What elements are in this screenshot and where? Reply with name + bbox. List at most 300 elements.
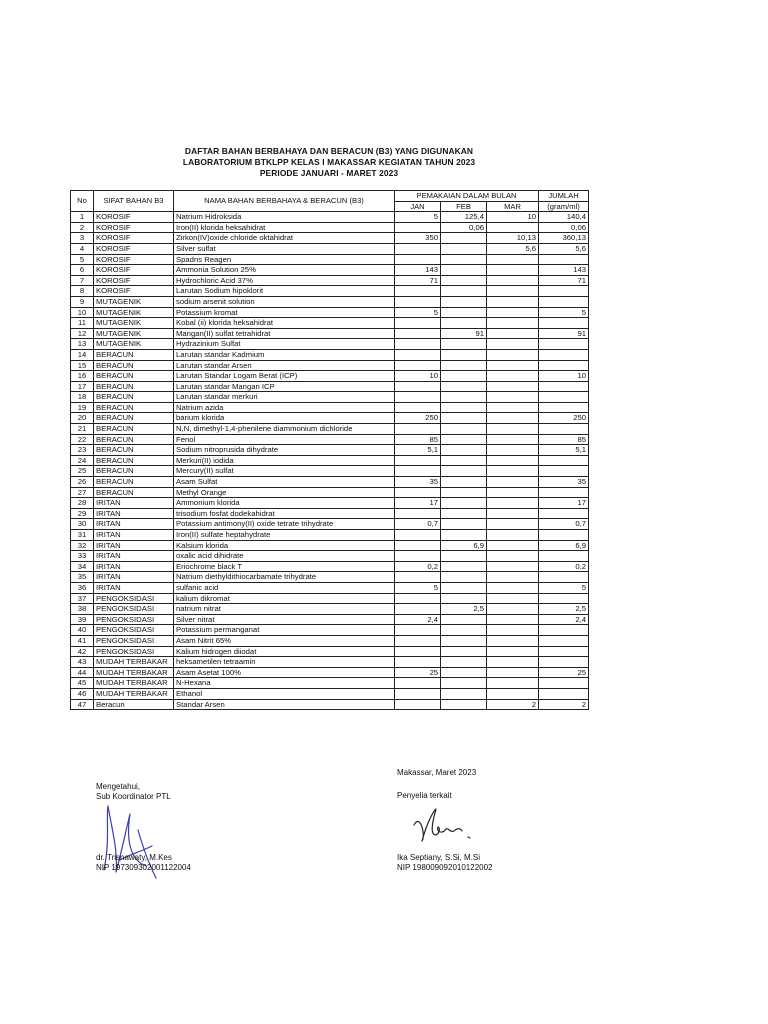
cell-jan: 0,7 [395,519,441,530]
cell-no: 26 [71,477,94,488]
cell-no: 44 [71,667,94,678]
cell-feb [441,392,487,403]
cell-sifat: KOROSIF [94,222,174,233]
cell-nama: Larutan Standar Logam Berat (ICP) [174,371,395,382]
title-line-3: PERIODE JANUARI - MARET 2023 [259,168,399,178]
cell-nama: Larutan standar Arsen [174,360,395,371]
cell-jumlah: 250 [539,413,589,424]
cell-nama: Asam Nitrit 65% [174,635,395,646]
cell-sifat: BERACUN [94,371,174,382]
cell-nama: Natrium diethyldithiocarbamate trihydrate [174,572,395,583]
cell-nama: oxalic acid dihidrate [174,551,395,562]
table-row [71,635,589,646]
cell-jumlah: 91 [539,328,589,339]
cell-jumlah [539,678,589,689]
cell-jumlah [539,530,589,541]
cell-jumlah [539,455,589,466]
cell-nama: Methyl Orange [174,487,395,498]
cell-jumlah: 85 [539,434,589,445]
cell-mar [487,561,539,572]
cell-no: 31 [71,530,94,541]
cell-mar [487,635,539,646]
cell-no: 35 [71,572,94,583]
right-signatory-title: Penyelia terkait [397,791,452,800]
cell-feb [441,508,487,519]
table-row [71,275,589,286]
cell-feb [441,593,487,604]
cell-sifat: MUTAGENIK [94,339,174,350]
cell-sifat: KOROSIF [94,254,174,265]
cell-nama: Merkuri(II) iodida [174,455,395,466]
header-sifat: SIFAT BAHAN B3 [94,191,174,212]
cell-no: 25 [71,466,94,477]
cell-no: 21 [71,424,94,435]
cell-sifat: BERACUN [94,477,174,488]
cell-jan: 5,1 [395,445,441,456]
title-line-1: DAFTAR BAHAN BERBAHAYA DAN BERACUN (B3) YANG DIGUNAKAN [184,146,474,156]
cell-mar [487,265,539,276]
cell-jumlah [539,349,589,360]
cell-no: 12 [71,328,94,339]
table-body [71,212,589,710]
cell-no: 16 [71,371,94,382]
cell-jan: 143 [395,265,441,276]
cell-jumlah: 5,1 [539,445,589,456]
cell-nama: Natrium Hidroksida [174,212,395,223]
cell-sifat: BERACUN [94,392,174,403]
cell-nama: heksametilen tetraamin [174,657,395,668]
cell-jumlah [539,424,589,435]
cell-feb [441,275,487,286]
cell-sifat: PENGOKSIDASI [94,614,174,625]
cell-jan [395,688,441,699]
cell-sifat: PENGOKSIDASI [94,604,174,615]
cell-sifat: IRITAN [94,519,174,530]
table-row [71,243,589,254]
cell-no: 36 [71,582,94,593]
table-row [71,233,589,244]
cell-jumlah [539,296,589,307]
cell-feb [441,688,487,699]
cell-nama: Hydrochloric Acid 37% [174,275,395,286]
cell-feb: 2,5 [441,604,487,615]
cell-sifat: KOROSIF [94,275,174,286]
cell-sifat: BERACUN [94,424,174,435]
cell-mar [487,667,539,678]
cell-mar [487,254,539,265]
cell-nama: Ammonia Solution 25% [174,265,395,276]
cell-jan: 0,2 [395,561,441,572]
left-nip: NIP 197309302001122004 [96,863,191,872]
cell-nama: trisodium fosfat dodekahidrat [174,508,395,519]
table-row [71,349,589,360]
cell-jumlah: 5 [539,307,589,318]
cell-jan [395,328,441,339]
table-row [71,402,589,413]
cell-sifat: MUDAH TERBAKAR [94,678,174,689]
table-row [71,582,589,593]
cell-sifat: MUDAH TERBAKAR [94,667,174,678]
table-row [71,360,589,371]
cell-jan [395,402,441,413]
cell-feb [441,667,487,678]
cell-feb [441,572,487,583]
cell-no: 40 [71,625,94,636]
table-row [71,434,589,445]
cell-mar [487,402,539,413]
document-title [70,146,588,179]
cell-feb [441,466,487,477]
cell-feb [441,561,487,572]
cell-nama: N,N, dimethyl-1,4-phenilene diammonium dichloride [174,424,395,435]
cell-sifat: KOROSIF [94,233,174,244]
cell-jumlah: 2 [539,699,589,710]
cell-no: 19 [71,402,94,413]
cell-jumlah [539,318,589,329]
place-date: Makassar, Maret 2023 [397,768,477,777]
table-row [71,328,589,339]
table-row [71,646,589,657]
cell-feb [441,434,487,445]
cell-feb [441,286,487,297]
cell-feb [441,424,487,435]
cell-sifat: PENGOKSIDASI [94,635,174,646]
cell-sifat: BERACUN [94,487,174,498]
cell-jumlah [539,402,589,413]
table-row [71,413,589,424]
cell-jumlah [539,286,589,297]
cell-jan: 25 [395,667,441,678]
cell-no: 32 [71,540,94,551]
cell-mar [487,487,539,498]
table-row [71,455,589,466]
cell-mar: 5,6 [487,243,539,254]
cell-jan [395,530,441,541]
b3-table [70,190,589,710]
cell-feb [441,243,487,254]
table-row [71,540,589,551]
cell-jumlah [539,487,589,498]
cell-nama: Asam Sulfat [174,477,395,488]
cell-no: 6 [71,265,94,276]
cell-jan [395,699,441,710]
cell-mar [487,519,539,530]
table-row [71,699,589,710]
cell-feb [441,402,487,413]
cell-jan [395,339,441,350]
cell-nama: Fenol [174,434,395,445]
cell-mar [487,657,539,668]
cell-no: 43 [71,657,94,668]
cell-jan: 5 [395,307,441,318]
cell-no: 5 [71,254,94,265]
table-row [71,678,589,689]
table-row [71,392,589,403]
cell-sifat: KOROSIF [94,212,174,223]
table-row [71,318,589,329]
cell-jan [395,296,441,307]
cell-jan [395,593,441,604]
header-feb: FEB [441,201,487,212]
cell-jumlah: 71 [539,275,589,286]
cell-sifat: BERACUN [94,413,174,424]
cell-jan [395,678,441,689]
cell-jumlah: 360,13 [539,233,589,244]
cell-jan [395,466,441,477]
cell-feb [441,477,487,488]
cell-sifat: BERACUN [94,445,174,456]
cell-jumlah [539,339,589,350]
cell-jan: 250 [395,413,441,424]
cell-jan: 85 [395,434,441,445]
cell-no: 28 [71,498,94,509]
cell-jumlah [539,551,589,562]
cell-jumlah [539,635,589,646]
cell-mar [487,371,539,382]
cell-no: 41 [71,635,94,646]
cell-jan: 71 [395,275,441,286]
cell-sifat: PENGOKSIDASI [94,593,174,604]
cell-feb [441,625,487,636]
cell-sifat: Beracun [94,699,174,710]
cell-mar [487,455,539,466]
cell-sifat: BERACUN [94,455,174,466]
cell-jan [395,635,441,646]
cell-jan: 2,4 [395,614,441,625]
cell-no: 11 [71,318,94,329]
table-row [71,561,589,572]
table-row [71,424,589,435]
cell-nama: Sodium nitroprusida dihydrate [174,445,395,456]
cell-feb [441,657,487,668]
header-jumlah: JUMLAH [539,191,589,202]
header-jumlah-unit: (gram/ml) [539,201,589,212]
cell-jan: 17 [395,498,441,509]
cell-jumlah: 2,5 [539,604,589,615]
cell-nama: Potassium antimony(II) oxide tetrate trihydrate [174,519,395,530]
cell-sifat: BERACUN [94,466,174,477]
cell-feb [441,635,487,646]
cell-feb [441,296,487,307]
cell-feb [441,582,487,593]
cell-sifat: PENGOKSIDASI [94,625,174,636]
cell-feb [441,413,487,424]
cell-no: 8 [71,286,94,297]
cell-no: 18 [71,392,94,403]
cell-mar: 10 [487,212,539,223]
cell-mar [487,625,539,636]
right-name: Ika Septiany, S.Si, M.Si [397,853,480,862]
left-signatory [96,853,191,873]
cell-no: 4 [71,243,94,254]
cell-no: 10 [71,307,94,318]
cell-mar [487,508,539,519]
cell-no: 27 [71,487,94,498]
cell-no: 42 [71,646,94,657]
cell-jumlah: 5,6 [539,243,589,254]
cell-feb [441,254,487,265]
cell-feb [441,530,487,541]
cell-jan [395,222,441,233]
table-row [71,487,589,498]
cell-jumlah [539,508,589,519]
cell-sifat: BERACUN [94,381,174,392]
cell-feb [441,699,487,710]
cell-sifat: KOROSIF [94,243,174,254]
cell-mar [487,286,539,297]
cell-jumlah: 17 [539,498,589,509]
cell-jan: 5 [395,582,441,593]
cell-sifat: BERACUN [94,434,174,445]
cell-sifat: IRITAN [94,551,174,562]
table-row [71,296,589,307]
cell-mar [487,328,539,339]
header-nama: NAMA BAHAN BERBAHAYA & BERACUN (B3) [174,191,395,212]
cell-no: 30 [71,519,94,530]
header-mar: MAR [487,201,539,212]
table-row [71,604,589,615]
right-signature-icon [410,805,476,847]
cell-no: 38 [71,604,94,615]
cell-nama: N-Hexana [174,678,395,689]
table-row [71,381,589,392]
cell-jan [395,254,441,265]
cell-jan [395,625,441,636]
cell-no: 7 [71,275,94,286]
table-row [71,339,589,350]
cell-feb [441,646,487,657]
cell-sifat: IRITAN [94,572,174,583]
cell-nama: Larutan Sodium hipoklorit [174,286,395,297]
cell-mar [487,551,539,562]
table-row [71,498,589,509]
table-row [71,593,589,604]
cell-mar [487,275,539,286]
cell-mar [487,540,539,551]
cell-jan [395,318,441,329]
cell-jan [395,392,441,403]
cell-nama: Kalium hidrogen diiodat [174,646,395,657]
cell-feb [441,360,487,371]
cell-jumlah [539,381,589,392]
cell-mar [487,445,539,456]
table-row [71,265,589,276]
cell-nama: Kobal (ii) klorida heksahidrat [174,318,395,329]
cell-mar: 2 [487,699,539,710]
cell-nama: Kalsium klorida [174,540,395,551]
table-row [71,307,589,318]
cell-mar [487,582,539,593]
cell-mar [487,466,539,477]
cell-feb [441,381,487,392]
right-nip: NIP 198009092010122002 [397,863,493,872]
cell-no: 24 [71,455,94,466]
cell-feb: 0,06 [441,222,487,233]
left-line-2: Sub Koordinator PTL [96,792,171,801]
cell-nama: Asam Asetat 100% [174,667,395,678]
cell-jan [395,657,441,668]
cell-jan [395,572,441,583]
cell-mar [487,477,539,488]
cell-feb [441,678,487,689]
cell-feb [441,519,487,530]
cell-no: 13 [71,339,94,350]
table-row [71,254,589,265]
cell-feb: 91 [441,328,487,339]
cell-mar [487,678,539,689]
cell-mar [487,318,539,329]
cell-feb: 6,9 [441,540,487,551]
cell-no: 46 [71,688,94,699]
cell-jumlah: 0,7 [539,519,589,530]
cell-jan [395,349,441,360]
table-row [71,530,589,541]
cell-nama: Ethanol [174,688,395,699]
cell-feb [441,487,487,498]
cell-jan [395,286,441,297]
cell-nama: Iron(II) sulfate heptahydrate [174,530,395,541]
table-row [71,212,589,223]
cell-mar [487,604,539,615]
cell-sifat: KOROSIF [94,286,174,297]
cell-nama: Silver sulfat [174,243,395,254]
cell-sifat: MUDAH TERBAKAR [94,688,174,699]
cell-no: 29 [71,508,94,519]
cell-feb [441,265,487,276]
cell-feb [441,371,487,382]
table-row [71,657,589,668]
cell-nama: Potassium kromat [174,307,395,318]
cell-mar [487,296,539,307]
table-row [71,371,589,382]
cell-sifat: IRITAN [94,530,174,541]
cell-sifat: BERACUN [94,402,174,413]
cell-mar [487,360,539,371]
cell-sifat: MUTAGENIK [94,318,174,329]
cell-jumlah [539,466,589,477]
cell-sifat: IRITAN [94,582,174,593]
cell-feb [441,551,487,562]
cell-nama: Potassium permanganat [174,625,395,636]
cell-jumlah: 2,4 [539,614,589,625]
cell-nama: Eriochrome black T [174,561,395,572]
cell-mar [487,307,539,318]
cell-mar [487,424,539,435]
cell-mar [487,614,539,625]
cell-mar: 10,13 [487,233,539,244]
cell-jumlah [539,657,589,668]
cell-sifat: MUDAH TERBAKAR [94,657,174,668]
header-jan: JAN [395,201,441,212]
cell-nama: Ammonium klorida [174,498,395,509]
cell-nama: Spadns Reagen [174,254,395,265]
cell-jumlah: 25 [539,667,589,678]
left-signatory-title [96,782,171,802]
cell-nama: Silver nitrat [174,614,395,625]
table-row [71,477,589,488]
cell-jan [395,508,441,519]
table-row [71,519,589,530]
cell-feb: 125,4 [441,212,487,223]
table-row [71,625,589,636]
cell-feb [441,307,487,318]
cell-jumlah: 5 [539,582,589,593]
cell-nama: sulfanic acid [174,582,395,593]
cell-sifat: IRITAN [94,508,174,519]
table-row [71,572,589,583]
table-row [71,445,589,456]
cell-no: 34 [71,561,94,572]
